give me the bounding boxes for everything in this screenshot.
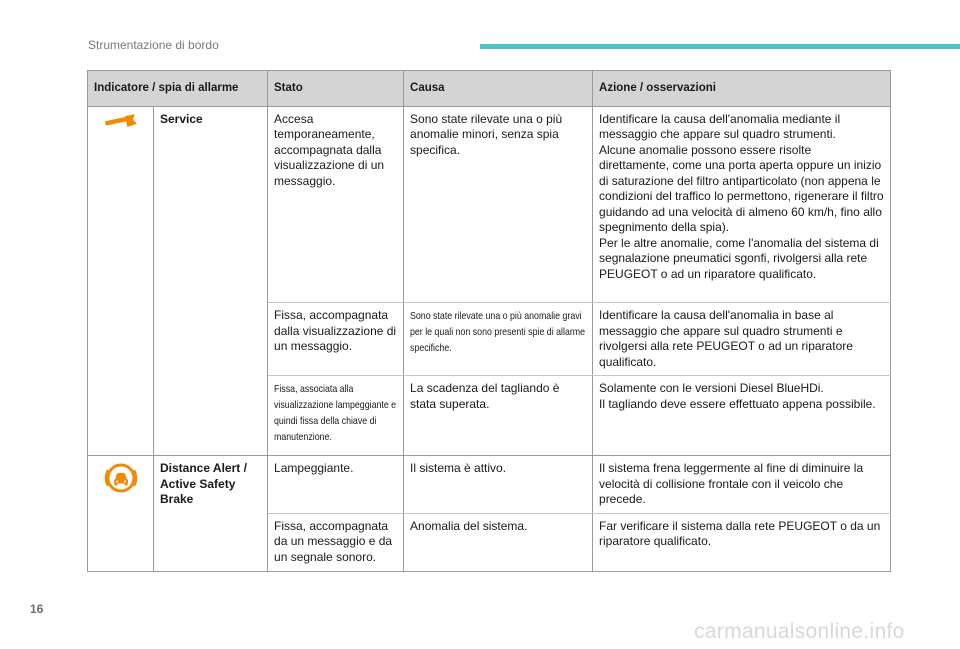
service-azione-3: Solamente con le versioni Diesel BlueHDi. Il tagliando deve essere effettuato appena possibile. bbox=[593, 376, 891, 456]
service-stato-2: Fissa, accompagnata dalla visualizzazione di un messaggio. bbox=[268, 303, 404, 376]
service-name: Service bbox=[154, 106, 268, 456]
service-azione-1: Identificare la causa dell'anomalia mediante il messaggio che appare sul quadro strumenti. Alcune anomalie possono essere risolte direttamente, come una porta aperta oppure un inizio di saturazione del filtro antiparticolato (non appena le condizioni del traffico lo permettono, rigenerare il filtro guidando ad una velocità di almeno 60 km/h, fino allo spegnimento della spia). Per le altre anomalie, come l'anomalia del sistema di segnalazione pneumatici sgonfi, rivolgersi alla rete PEUGEOT o ad un riparatore qualificato. bbox=[593, 106, 891, 303]
table-row bbox=[88, 456, 891, 514]
table-header-row bbox=[88, 71, 891, 107]
footer-watermark-logo: carmanualsonline.info bbox=[694, 620, 905, 643]
distance-alert-azione-1: Il sistema frena leggermente al fine di diminuire la velocità di collisione frontale con il veicolo che precede. bbox=[593, 456, 891, 514]
distance-alert-name: Distance Alert / Active Safety Brake bbox=[154, 456, 268, 572]
service-causa-1: Sono state rilevate una o più anomalie minori, senza spia specifica. bbox=[404, 106, 593, 303]
column-header-azione: Azione / osservazioni bbox=[593, 71, 891, 107]
distance-alert-stato-2: Fissa, accompagnata da un messaggio e da un segnale sonoro. bbox=[268, 513, 404, 572]
warning-lights-table bbox=[87, 70, 891, 572]
service-causa-3: La scadenza del tagliando è stata superata. bbox=[404, 376, 593, 456]
service-icon-cell bbox=[88, 106, 154, 456]
column-header-causa: Causa bbox=[404, 71, 593, 107]
service-causa-2: Sono state rilevate una o più anomalie gravi per le quali non sono presenti spie di allarme specifiche. bbox=[404, 303, 593, 376]
distance-alert-causa-2: Anomalia del sistema. bbox=[404, 513, 593, 572]
column-header-stato: Stato bbox=[268, 71, 404, 107]
distance-alert-stato-1: Lampeggiante. bbox=[268, 456, 404, 514]
table-row bbox=[88, 106, 891, 303]
column-header-indicatore: Indicatore / spia di allarme bbox=[88, 71, 268, 107]
service-stato-3: Fissa, associata alla visualizzazione lampeggiante e quindi fissa della chiave di manutenzione. bbox=[268, 376, 404, 456]
distance-alert-icon-cell bbox=[88, 456, 154, 572]
service-stato-1: Accesa temporaneamente, accompagnata dalla visualizzazione di un messaggio. bbox=[268, 106, 404, 303]
section-title: Strumentazione di bordo bbox=[88, 38, 219, 52]
distance-alert-azione-2: Far verificare il sistema dalla rete PEUGEOT o da un riparatore qualificato. bbox=[593, 513, 891, 572]
header-accent-bar bbox=[480, 44, 960, 49]
wrench-icon bbox=[104, 119, 138, 133]
page-number: 16 bbox=[30, 602, 44, 616]
distance-alert-causa-1: Il sistema è attivo. bbox=[404, 456, 593, 514]
car-collision-warning-icon bbox=[104, 484, 138, 498]
service-azione-2: Identificare la causa dell'anomalia in base al messaggio che appare sul quadro strumenti e rivolgersi alla rete PEUGEOT o ad un riparatore qualificato. bbox=[593, 303, 891, 376]
